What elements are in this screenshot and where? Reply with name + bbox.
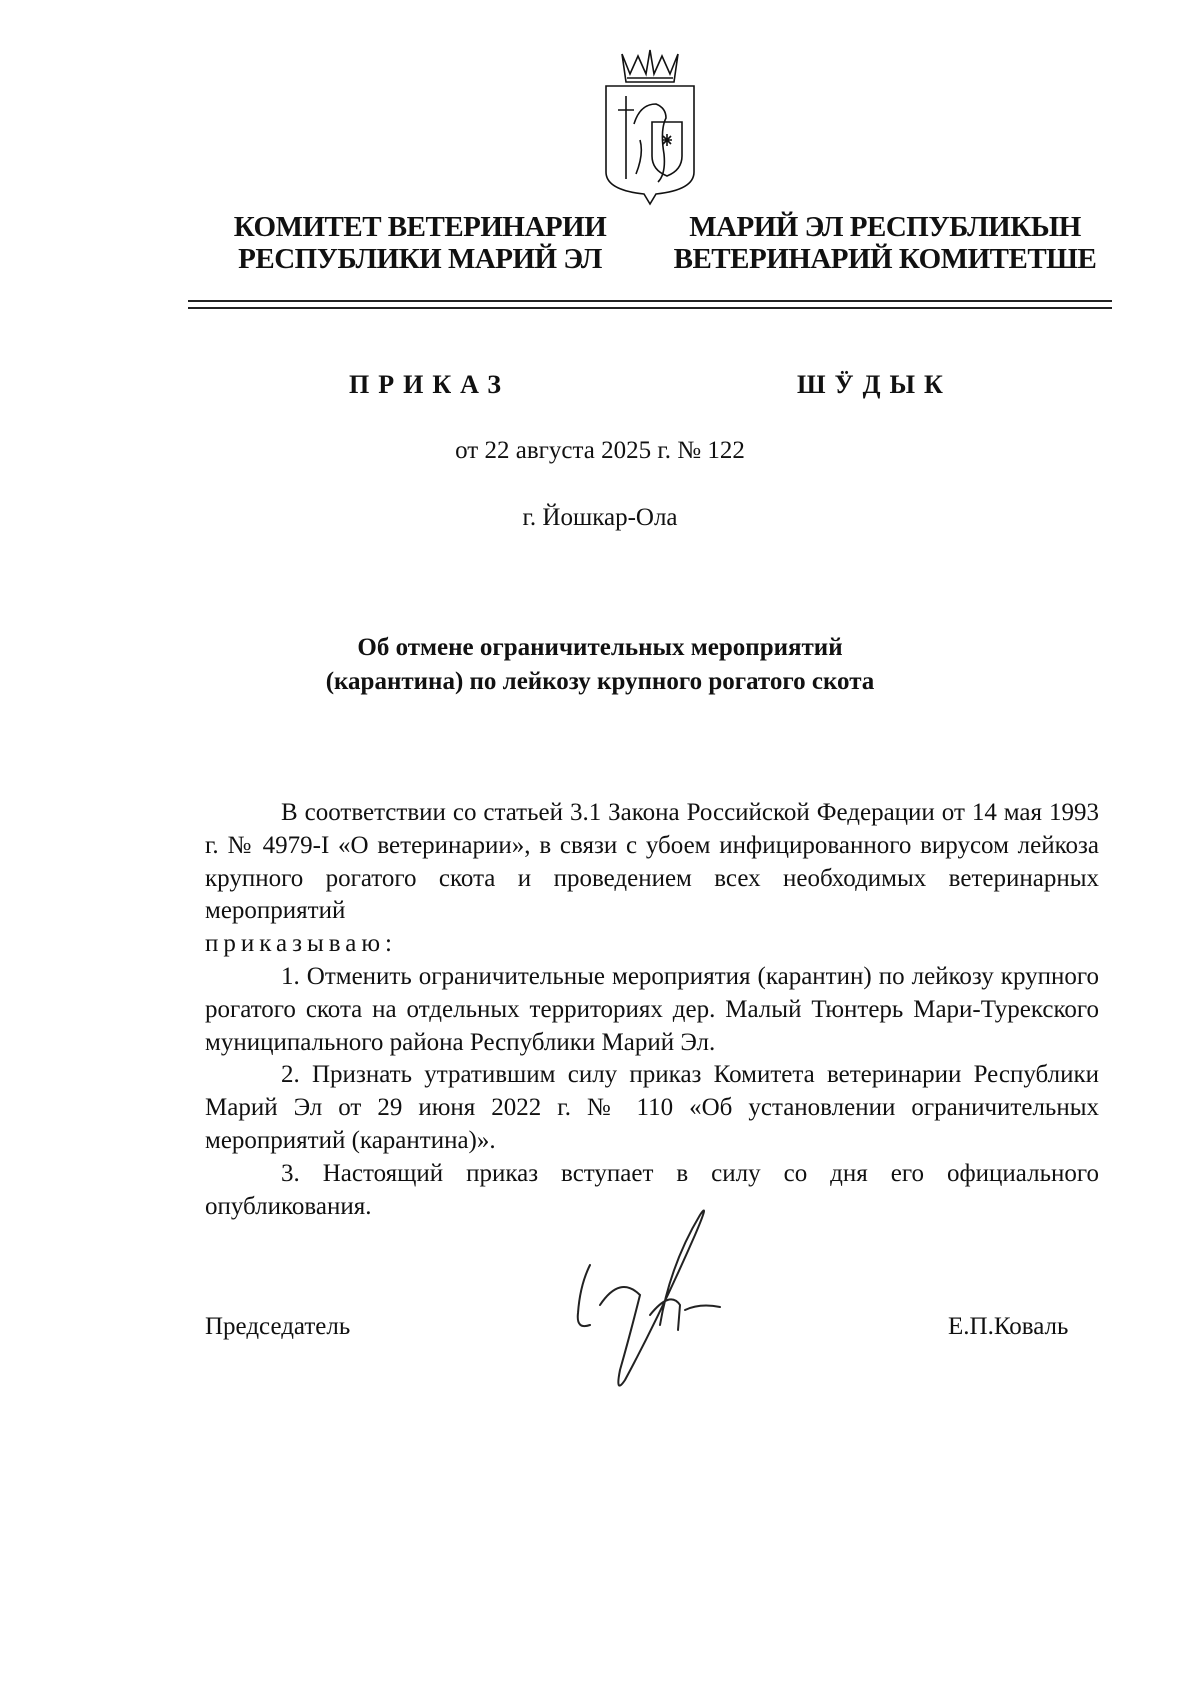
doc-type-mari: ШӰДЫК <box>797 370 952 399</box>
doc-type-ru: ПРИКАЗ <box>349 370 511 399</box>
header-right <box>665 211 1105 275</box>
order-word: приказываю: <box>205 930 397 958</box>
item-3: 3. Настоящий приказ вступает в силу со дня его официального опубликования. <box>205 1159 1099 1220</box>
signer-name: Е.П.Коваль <box>948 1313 1069 1340</box>
header-right-line2: ВЕТЕРИНАРИЙ КОМИТЕТШЕ <box>673 243 1097 275</box>
document-body <box>205 797 1099 1223</box>
date-number: от 22 августа 2025 г. № 122 <box>455 437 745 464</box>
signer-position: Председатель <box>205 1313 351 1340</box>
item-1: 1. Отменить ограничительные мероприятия (карантин) по лейкозу крупного рогатого скота на отдельных территориях дер. Малый Тюнтерь Мари-Турекского муниципального района Республики Марий Эл. <box>205 962 1099 1056</box>
header-right-line1: МАРИЙ ЭЛ РЕСПУБЛИКЫН <box>689 211 1081 243</box>
header-left-line1: КОМИТЕТ ВЕТЕРИНАРИИ <box>233 211 607 243</box>
preamble: В соответствии со статьей 3.1 Закона Российской Федерации от 14 мая 1993 г. № 4979-I «О ветеринарии», в связи с убоем инфицированного вирусом лейкоза крупного рогатого скота и проведением всех необходимых ветеринарных мероприятий <box>205 799 1099 925</box>
document-title <box>0 631 1200 699</box>
city: г. Йошкар-Ола <box>522 504 678 531</box>
header-left <box>230 211 610 275</box>
handwritten-signature <box>560 1195 770 1400</box>
item-2: 2. Признать утратившим силу приказ Комитета ветеринарии Республики Марий Эл от 29 июня 2022 г. № 110 «Об установлении ограничительных мероприятий (карантина)». <box>205 1061 1099 1154</box>
header-left-line2: РЕСПУБЛИКИ МАРИЙ ЭЛ <box>238 243 602 275</box>
header-rule-bottom <box>188 307 1112 309</box>
title-line1: Об отмене ограничительных мероприятий <box>357 634 843 661</box>
title-line2: (карантина) по лейкозу крупного рогатого скота <box>325 668 875 695</box>
coat-of-arms-emblem <box>600 44 700 209</box>
header-rule-top <box>188 300 1112 302</box>
